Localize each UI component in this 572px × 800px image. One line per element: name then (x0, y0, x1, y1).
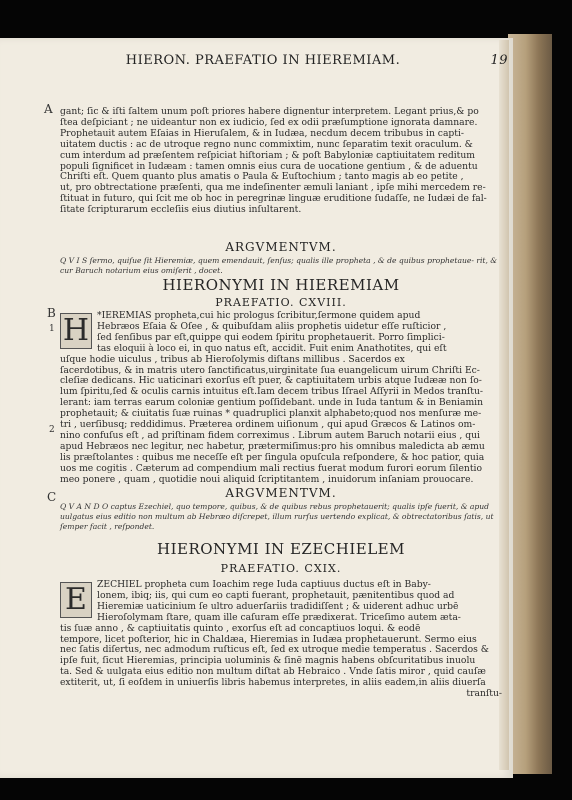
margin-letter-a: A (44, 102, 53, 116)
text-line: lis præſtolantes : quibus me neceſſe eſt per ſingula opuſcula reſpondere, & hoc patior, quia (60, 451, 485, 463)
argumentum-heading: ARGVMENTVM. (225, 240, 337, 254)
section-title: HIERONYMI IN EZECHIELEM (157, 540, 405, 558)
margin-note-1: 1 (49, 324, 55, 334)
text-line: prophetauit; & ciuitatis ſuæ ruinas * quadruplici planxit alphabeto;quod nos menſuræ me- (60, 408, 482, 420)
running-head (98, 53, 508, 68)
text-line: tas eloquii à loco ei, in quo natus eſt, accidit. Fuit enim Anathotites, qui eſt (97, 342, 447, 354)
drop-cap: E (60, 582, 92, 618)
section-subtitle: PRAEFATIO. CXVIII. (215, 296, 347, 309)
margin-letter-b: B (47, 306, 56, 320)
text-line: apud Hebræos nec legitur, nec habetur, prætermiſimus:pro his omnibus maledicta ab æmu (60, 440, 485, 452)
text-line: tri , uerſibusq; reddidimus. Præterea ordinem uiſionum , qui apud Græcos & Latinos om- (60, 419, 476, 431)
text-line: meo ponere , quam , quotidie noui aliquid ſcriptitantem , inuidorum inſaniam prouocare. (60, 473, 474, 485)
text-line: uitatem ductis : ac de utroque regno nunc commixtim, nunc ſeparatim texit oraculum. & (60, 138, 473, 150)
text-line: *IEREMIAS propheta,cui hic prologus ſcribitur,ſermone quidem apud (97, 310, 421, 321)
text-line: extiterit, ut, ſi eoſdem in uniuerſis libris habemus interpretes, in aliis eadem,in aliis diuerſa (60, 677, 486, 689)
text-line: tranſtu- (466, 688, 502, 700)
text-line: Prophetauit autem Eſaias in Hieruſalem, & in Iudæa, necdum decem tribubus in capti- (60, 127, 465, 139)
argumentum-text: Q V I S ſermo, quiſue ſit Hieremiæ, quem emendauit, ſenſus; qualis ille propheta , & de quibus prophetaue- rit, & cur Baruch notarium eius omiſerit , docet. (60, 256, 498, 275)
text-line: ſed ſenſibus par eſt,quippe qui eodem ſpiritu prophetauerit. Porro ſimplici- (97, 331, 445, 343)
section-subtitle: PRAEFATIO. CXIX. (220, 562, 342, 575)
text-line: uos me cogitis . Cæterum ad compendium mali rectius fuerat modum furori eorum ſilentio (60, 462, 483, 474)
text-line: nino confuſus eſt , ad priſtinam fidem correximus . Librum autem Baruch notarii eius , qui (60, 429, 480, 441)
text-line: ZECHIEL propheta cum Ioachim rege Iuda captiuus ductus eſt in Baby- (97, 579, 431, 590)
page-number: 19 (490, 53, 508, 68)
text-line: uſque hodie uiculus , tribus ab Hieroſolymis diſtans millibus . Sacerdos ex (60, 353, 405, 365)
text-line: Hieroſolymam ſtare, quam ille caſuram eſſe prædixerat. Triceſimo autem æta- (97, 611, 461, 623)
section-title: HIERONYMI IN HIEREMIAM (162, 276, 400, 294)
drop-cap: H (60, 313, 92, 349)
text-line: ſacerdotibus, & in matris utero ſanctificatus,uirginitate ſua euangelicum uirum Chriſti Ec- (60, 364, 480, 376)
text-line: ſitate ſcripturarum eccleſiis eius diutius inſultarent. (60, 204, 302, 216)
argumentum-heading: ARGVMENTVM. (225, 486, 337, 500)
text-line: lonem, ibiq; iis, qui cum eo capti fuerant, prophetauit, pænitentibus quod ad (97, 589, 455, 601)
margin-letter-c: C (47, 490, 57, 504)
argumentum-text: Q V A N D O captus Ezechiel, quo tempore, quibus, & de quibus rebus prophetauerit; qualis ipſe fuerit, & apud uulgatus eius editio non multum ab Hebræo diſcrepet, illum rurſus uertendo explicat, & obtrectatoribus ſatis, ut ſemper facit , reſpondet. (60, 502, 494, 531)
text-line: ſtea deſpiciant ; ne uideantur non ex iudicio, ſed ex odii præſumptione ignorata damnare. (60, 116, 478, 128)
text-line: tempore, licet poſterior, hic in Chaldæa, Hieremias in Iudæa prophetauerunt. Sermo eius (60, 633, 477, 645)
text-line: lum ſpiritu,ſed & oculis carnis intuitus eſt.Iam decem tribus Iſrael Aſſyrii in Medos tranſtu- (60, 386, 484, 398)
text-line: ipſe fuit, ſicut Hieremias, principia uoluminis & ſinē magnis habens obſcuritatibus inuolu (60, 655, 476, 667)
prefatory-paragraph (60, 107, 502, 216)
text-line: Hieremiæ uaticinium ſe ultro aduerſariis tradidiſſent ; & uiderent adhuc urbē (97, 600, 459, 612)
text-line: nec ſatis diſertus, nec admodum ruſticus eſt, ſed ex utroque medie temperatus . Sacerdos & (60, 644, 489, 656)
margin-note-2: 2 (49, 425, 55, 435)
running-head-title: HIERON. PRAEFATIO IN HIEREMIAM. (125, 53, 401, 68)
text-line: cum interdum ad præſentem reſpiciat hiſtoriam ; & poſt Babyloniæ captiuitatem reditum (60, 149, 475, 161)
text-line: ut, pro obtrectatione præſenti, qua me indeſinenter æmuli laniant , ipſe mihi mercedem re- (60, 182, 486, 194)
text-line: ta. Sed & uulgata eius editio non multum diſtat ab Hebraico . Vnde ſatis miror , quid cauſæ (60, 666, 486, 678)
ezechielem-preface (60, 580, 502, 700)
text-line: Hebræos Eſaia & Oſee , & quibuſdam aliis prophetis uidetur eſſe ruſticior , (97, 320, 447, 332)
text-line: tis ſuæ anno , & captiuitatis quinto , exorſus eſt ad concaptiuos loqui. & eodē (60, 622, 421, 634)
text-line: ſtituat in futuro, qui ſcit me ob hoc in peregrinæ linguæ eruditione ſudaſſe, ne Iudæi de fal- (60, 193, 487, 205)
text-line: gant; ſic & iſti ſaltem unum poſt priores habere dignentur interpretem. Legant prius,& po (60, 106, 479, 117)
text-line: cleſiæ dedicans. Hic uaticinari exorſus eſt puer, & captiuitatem urbis atque Iudææ non ſo- (60, 375, 482, 387)
page-edge (508, 34, 552, 774)
text-line: populi ſignificet in Iudæam : tamen omnis eius cura de uocatione gentium , & de aduentu (60, 160, 478, 172)
text-line: Chriſti eſt. Quem quanto plus amatis o Paula & Euſtochium ; tanto magis ab eo petite , (60, 171, 464, 183)
hieremiam-preface (60, 311, 502, 486)
text-line: lerant: iam terras earum coloniæ gentium poſſidebant. unde in Iuda tantum & in Beniamin (60, 397, 484, 409)
